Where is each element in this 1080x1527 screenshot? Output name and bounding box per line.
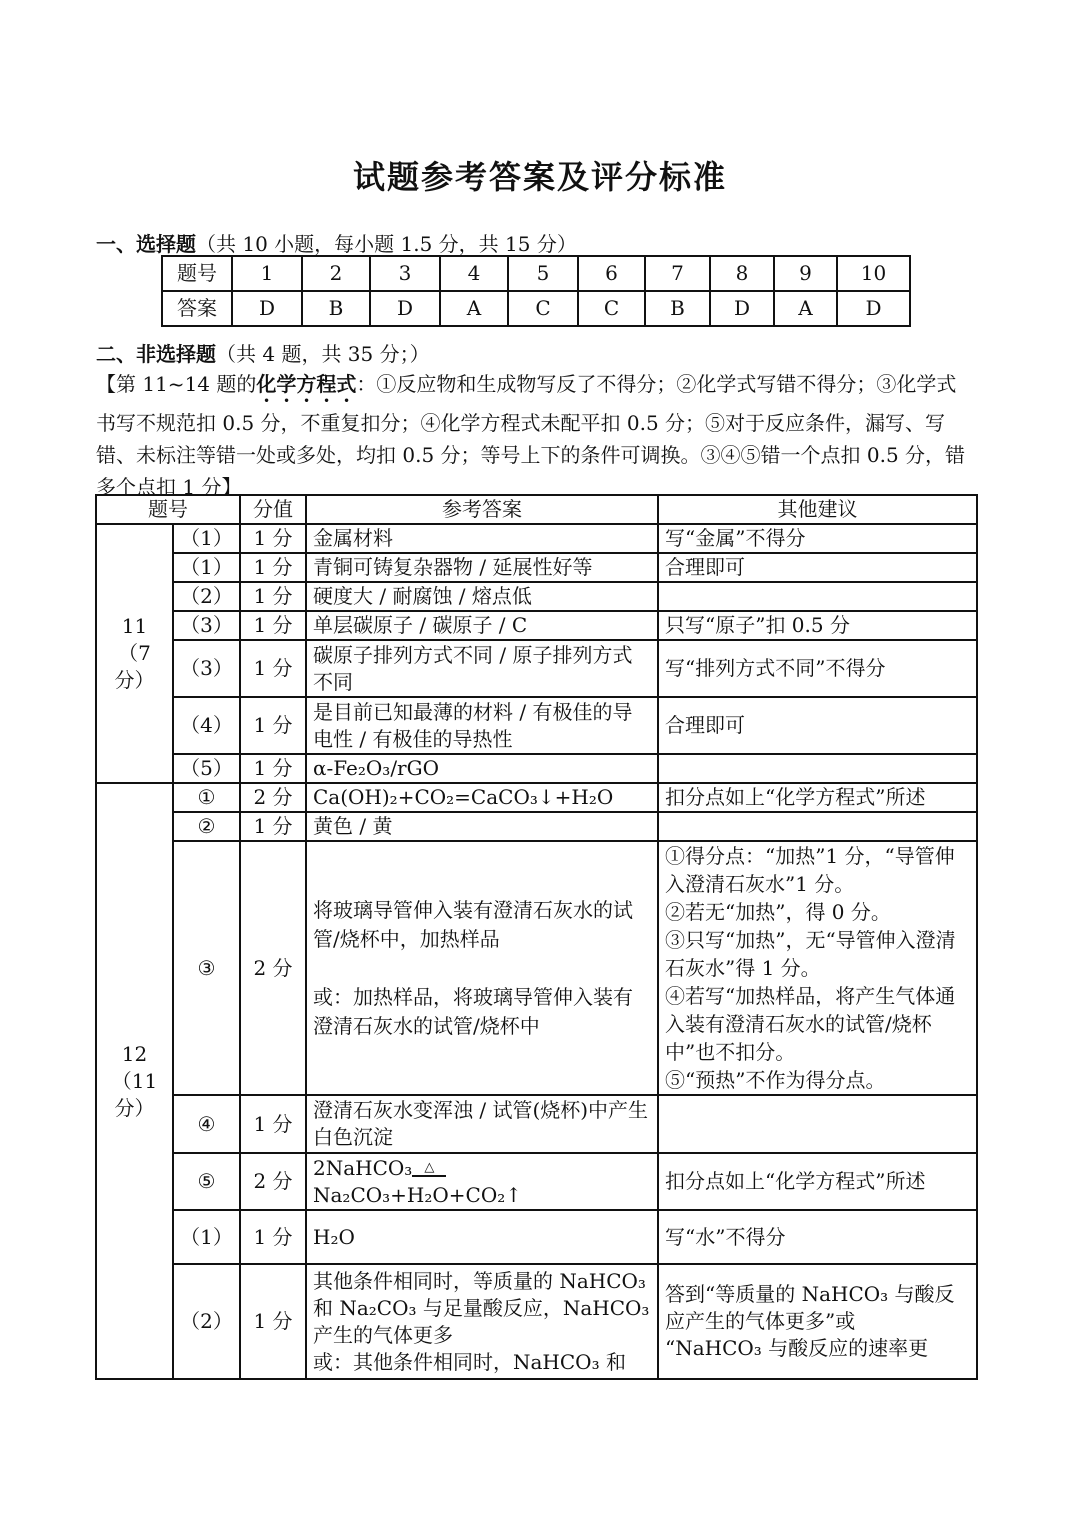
sub-question: ⑤	[173, 1153, 240, 1210]
suggestion-cell	[658, 841, 977, 1095]
suggestion-cell: 只写“原子”扣 0.5 分	[658, 611, 977, 640]
answer-cell: D	[232, 291, 302, 326]
question-label-cell	[96, 524, 173, 783]
table-row	[96, 1153, 977, 1210]
answer-option-a: 将玻璃导管伸入装有澄清石灰水的试管/烧杯中，加热样品	[313, 897, 633, 951]
table-row	[96, 640, 977, 697]
header-points: 分值	[240, 495, 306, 524]
suggestion-cell	[658, 754, 977, 783]
answer-cell: α-Fe₂O₃/rGO	[306, 754, 658, 783]
table-row	[96, 1210, 977, 1264]
sub-question: （5）	[173, 754, 240, 783]
points-cell: 1 分	[240, 1264, 306, 1379]
question-number: 11	[121, 614, 148, 638]
header-answer: 参考答案	[306, 495, 658, 524]
section-one-info: （共 10 小题，每小题 1.5 分，共 15 分）	[196, 232, 577, 256]
answer-cell: Ca(OH)₂+CO₂=CaCO₃↓+H₂O	[306, 783, 658, 812]
answer-cell: 是目前已知最薄的材料 / 有极佳的导电性 / 有极佳的导热性	[306, 697, 658, 754]
points-cell: 2 分	[240, 1153, 306, 1210]
section-two-info: （共 4 题，共 35 分；）	[216, 342, 430, 366]
suggestion-cell	[658, 582, 977, 611]
suggestion-text-cont: “NaHCO₃ 与酸反应的速率更	[665, 1336, 929, 1360]
suggestion-line: ③只写“加热”，无“导管伸入澄清石灰水”得 1 分。	[665, 928, 956, 980]
sub-question: （3）	[173, 611, 240, 640]
note-emphasis: 化学方程式	[256, 372, 357, 396]
question-number: 8	[710, 256, 774, 291]
suggestion-cell: 写“排列方式不同”不得分	[658, 640, 977, 697]
sub-question: ②	[173, 812, 240, 841]
sub-question: （3）	[173, 640, 240, 697]
answer-cell: B	[645, 291, 710, 326]
question-number: 9	[774, 256, 837, 291]
table-row	[96, 524, 977, 553]
sub-question: ③	[173, 841, 240, 1095]
points-cell: 2 分	[240, 841, 306, 1095]
answer-cell: 黄色 / 黄	[306, 812, 658, 841]
equation-right: Na₂CO₃+H₂O+CO₂↑	[313, 1182, 523, 1207]
answer-cell: 青铜可铸复杂器物 / 延展性好等	[306, 553, 658, 582]
question-number: 10	[837, 256, 910, 291]
question-number: 1	[232, 256, 302, 291]
suggestion-line: ④若写“加热样品，将产生气体通入装有澄清石灰水的试管/烧杯中”也不扣分。	[665, 984, 956, 1064]
points-cell: 1 分	[240, 640, 306, 697]
points-cell: 1 分	[240, 553, 306, 582]
points-cell: 1 分	[240, 1095, 306, 1153]
suggestion-cell: 扣分点如上“化学方程式”所述	[658, 783, 977, 812]
table-row	[96, 1095, 977, 1153]
points-cell: 1 分	[240, 812, 306, 841]
answer-row	[162, 291, 910, 326]
table-row	[96, 697, 977, 754]
equation-scoring-note	[96, 368, 976, 503]
question-number: 12	[121, 1041, 148, 1066]
answer-alt-text: 或：其他条件相同时，NaHCO₃ 和	[313, 1349, 626, 1374]
table-header-row	[96, 495, 977, 524]
sub-question: （4）	[173, 697, 240, 754]
answer-cell: D	[710, 291, 774, 326]
header-question: 题号	[96, 495, 240, 524]
answer-cell: C	[578, 291, 645, 326]
suggestion-cell	[658, 812, 977, 841]
header-suggestion: 其他建议	[658, 495, 977, 524]
sub-question: （2）	[173, 1264, 240, 1379]
sub-question: （1）	[173, 553, 240, 582]
points-cell: 1 分	[240, 1210, 306, 1264]
answer-text: 其他条件相同时，等质量的 NaHCO₃ 和 Na₂CO₃ 与足量酸反应，NaHCO₃ 产生的气体更多	[313, 1268, 650, 1347]
suggestion-cell: 合理即可	[658, 553, 977, 582]
scoring-table	[95, 494, 978, 1380]
question-total: （7 分）	[114, 641, 155, 692]
section-one-title: 一、选择题	[96, 232, 196, 256]
answer-cell: B	[302, 291, 370, 326]
answer-cell: C	[508, 291, 578, 326]
table-row	[96, 1264, 977, 1379]
question-number: 5	[508, 256, 578, 291]
table-row	[96, 841, 977, 1095]
answer-cell	[306, 1153, 658, 1210]
question-total: （11 分）	[111, 1068, 158, 1120]
table-row	[96, 754, 977, 783]
suggestion-line: ②若无“加热”，得 0 分。	[665, 900, 891, 924]
points-cell: 1 分	[240, 524, 306, 553]
answer-option-b: 或：加热样品，将玻璃导管伸入装有澄清石灰水的试管/烧杯中	[313, 984, 633, 1038]
question-number: 2	[302, 256, 370, 291]
question-number: 6	[578, 256, 645, 291]
answer-cell	[306, 1264, 658, 1379]
table-row	[96, 812, 977, 841]
question-number-row	[162, 256, 910, 291]
answer-cell: 金属材料	[306, 524, 658, 553]
section-two-title: 二、非选择题	[96, 342, 216, 366]
answer-cell: 单层碳原子 / 碳原子 / C	[306, 611, 658, 640]
section-two-heading	[96, 338, 430, 367]
table-row	[96, 611, 977, 640]
choice-answer-table	[161, 255, 911, 327]
answer-cell: 碳原子排列方式不同 / 原子排列方式不同	[306, 640, 658, 697]
answer-cell: A	[774, 291, 837, 326]
suggestion-cell	[658, 1264, 977, 1379]
answer-cell: D	[370, 291, 440, 326]
sub-question: （2）	[173, 582, 240, 611]
sub-question: （1）	[173, 1210, 240, 1264]
suggestion-line: ⑤“预热”不作为得分点。	[665, 1068, 886, 1092]
sub-question: ①	[173, 783, 240, 812]
suggestion-cell	[658, 1095, 977, 1153]
answer-cell: D	[837, 291, 910, 326]
points-cell: 1 分	[240, 754, 306, 783]
row-label: 答案	[162, 291, 232, 326]
note-body: ：①反应物和生成物写反了不得分；②化学式写错不得分；③化学式书写不规范扣 0.5 分，不重复扣分；④化学方程式未配平扣 0.5 分；⑤对于反应条件，漏写、写错、未标注等错一处或多处，均扣 0.5 分；等号上下的条件可调换。③④⑤错一个点扣 0.5 分，错多个点扣 1 分】	[96, 372, 966, 499]
question-number: 3	[370, 256, 440, 291]
points-cell: 1 分	[240, 582, 306, 611]
answer-cell: 澄清石灰水变浑浊 / 试管(烧杯)中产生白色沉淀	[306, 1095, 658, 1153]
points-cell: 1 分	[240, 611, 306, 640]
points-cell: 2 分	[240, 783, 306, 812]
row-label: 题号	[162, 256, 232, 291]
section-one-heading	[96, 228, 577, 257]
answer-cell: H₂O	[306, 1210, 658, 1264]
question-label-cell	[96, 783, 173, 1379]
question-number: 7	[645, 256, 710, 291]
table-row	[96, 553, 977, 582]
answer-cell: 硬度大 / 耐腐蚀 / 熔点低	[306, 582, 658, 611]
suggestion-cell: 写“水”不得分	[658, 1210, 977, 1264]
answer-cell	[306, 841, 658, 1095]
note-open: 【第 11~14 题的	[96, 372, 257, 396]
heat-condition-sign: △	[412, 1161, 446, 1177]
suggestion-cell: 写“金属”不得分	[658, 524, 977, 553]
suggestion-cell: 扣分点如上“化学方程式”所述	[658, 1153, 977, 1210]
table-row	[96, 582, 977, 611]
sub-question: （1）	[173, 524, 240, 553]
suggestion-text: 答到“等质量的 NaHCO₃ 与酸反应产生的气体更多”或	[665, 1282, 955, 1333]
answer-cell: A	[440, 291, 508, 326]
points-cell: 1 分	[240, 697, 306, 754]
suggestion-line: ①得分点：“加热”1 分，“导管伸入澄清石灰水”1 分。	[665, 844, 955, 896]
table-row	[96, 783, 977, 812]
equation-left: 2NaHCO₃	[313, 1155, 413, 1180]
sub-question: ④	[173, 1095, 240, 1153]
question-number: 4	[440, 256, 508, 291]
suggestion-cell: 合理即可	[658, 697, 977, 754]
page-title: 试题参考答案及评分标准	[352, 158, 727, 196]
